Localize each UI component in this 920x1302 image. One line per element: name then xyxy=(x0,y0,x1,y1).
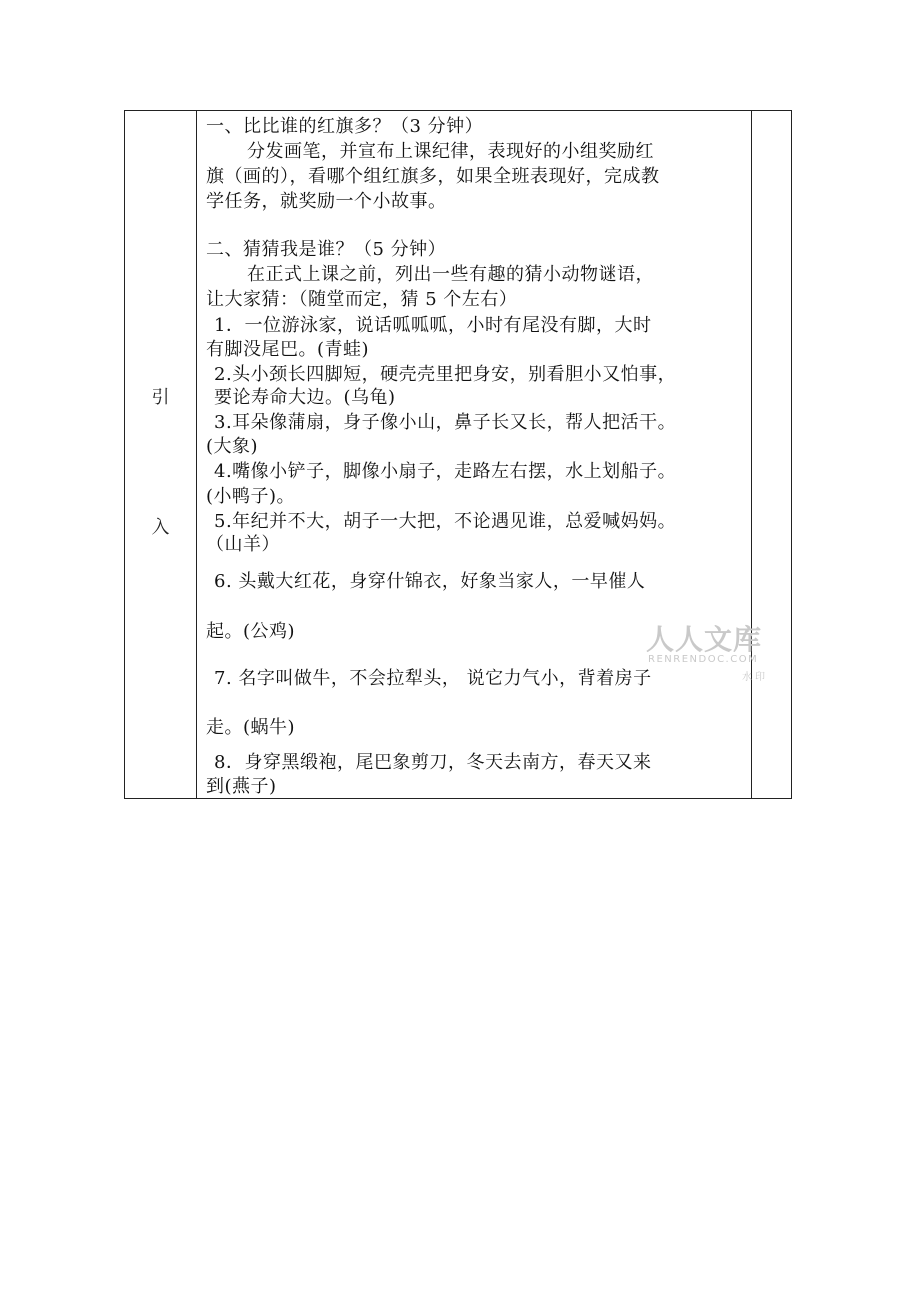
column-divider-right xyxy=(751,111,752,798)
riddle-5-line-1: 5.年纪并不大，胡子一大把，不论遇见谁，总爱喊妈妈。 xyxy=(214,511,677,532)
riddle-7-line-2: 走。(蜗牛) xyxy=(206,717,296,738)
column-divider-left xyxy=(196,111,197,798)
riddle-4-line-2: (小鸭子)。 xyxy=(206,486,296,507)
riddle-2-line-1: 2.头小颈长四脚短，硬壳壳里把身安，别看胆小又怕事， xyxy=(214,364,677,385)
watermark-title: 人人文库 xyxy=(646,623,763,656)
paragraph-line: 旗（画的），看哪个组红旗多，如果全班表现好，完成教 xyxy=(206,166,660,187)
paragraph-line: 学任务，就奖励一个小故事。 xyxy=(206,191,447,212)
heading-red-flag: 一、比比谁的红旗多？（3 分钟） xyxy=(206,116,484,137)
lesson-table xyxy=(124,110,792,799)
watermark-logo xyxy=(646,618,776,688)
heading-guess-who: 二、猜猜我是谁？（5 分钟） xyxy=(206,239,447,260)
paragraph-line: 在正式上课之前，列出一些有趣的猜小动物谜语， xyxy=(247,264,654,285)
riddle-7-line-1: 7. 名字叫做牛，不会拉犁头， 说它力气小，背着房子 xyxy=(214,668,652,689)
riddle-2-line-2: 要论寿命大边。(乌龟) xyxy=(214,387,396,408)
riddle-6-line-2: 起。(公鸡) xyxy=(206,621,296,642)
riddle-5-line-2: （山羊） xyxy=(206,534,280,555)
riddle-1-line-2: 有脚没尾巴。(青蛙) xyxy=(206,339,370,360)
riddle-4-line-1: 4.嘴像小铲子，脚像小扇子，走路左右摆，水上划船子。 xyxy=(214,461,677,482)
paragraph-line: 分发画笔，并宣布上课纪律，表现好的小组奖励红 xyxy=(247,141,654,162)
riddle-8-line-1: 8．身穿黑缎袍，尾巴象剪刀，冬天去南方，春天又来 xyxy=(214,752,652,773)
riddle-3-line-2: (大象) xyxy=(206,436,259,457)
watermark-subtitle: RENRENDOC.COM xyxy=(648,654,759,665)
riddle-6-line-1: 6. 头戴大红花，身穿什锦衣，好象当家人，一早催人 xyxy=(214,571,646,592)
watermark-mark: 水印 xyxy=(742,672,768,683)
section-label-char-1: 引 xyxy=(151,387,170,408)
riddle-3-line-1: 3.耳朵像蒲扇，身子像小山，鼻子长又长，帮人把活干。 xyxy=(214,412,677,433)
riddle-1-line-1: 1．一位游泳家，说话呱呱呱，小时有尾没有脚，大时 xyxy=(214,315,652,336)
section-label-char-2: 入 xyxy=(151,517,170,538)
paragraph-line: 让大家猜：（随堂而定，猜 5 个左右） xyxy=(206,289,518,310)
riddle-8-line-2: 到(燕子) xyxy=(206,776,277,797)
